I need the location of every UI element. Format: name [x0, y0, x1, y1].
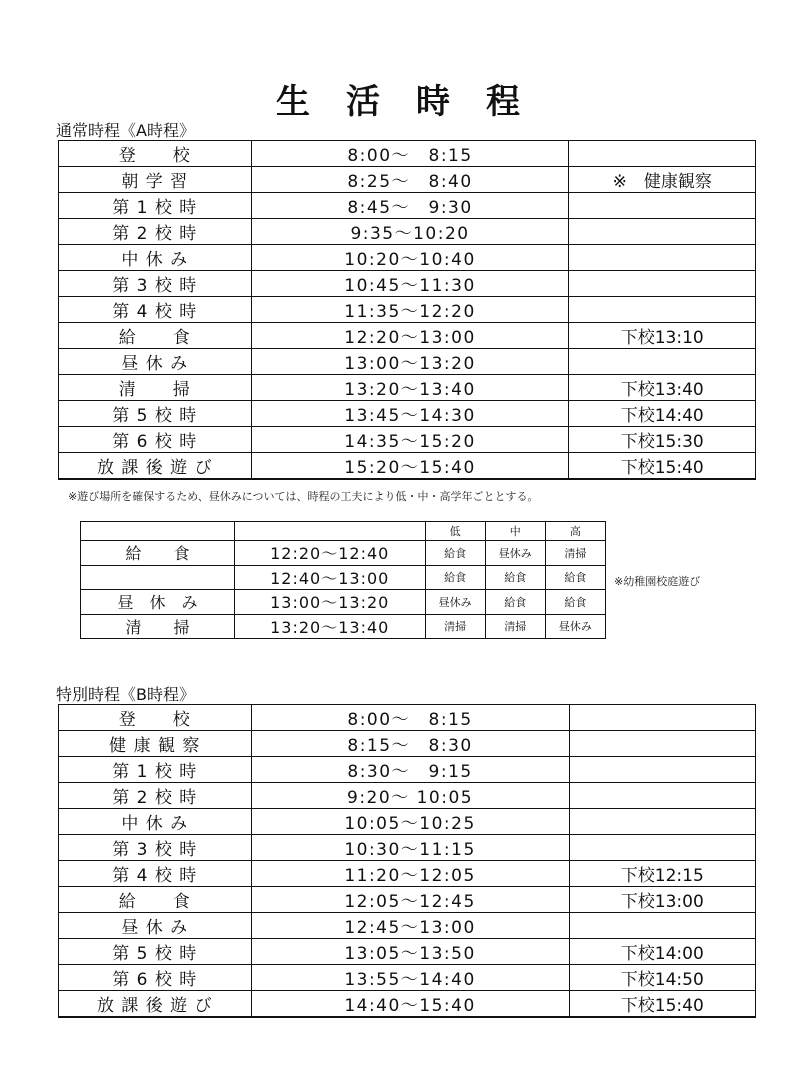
header-mid: 中	[485, 522, 545, 541]
schedule-period-name: 第 3 校 時	[59, 271, 252, 297]
schedule-row	[59, 427, 756, 453]
schedule-time: 11:35〜12:20	[251, 297, 569, 323]
lunch-row-high: 昼休み	[545, 614, 605, 639]
header-blank	[234, 522, 425, 541]
schedule-time: 13:20〜13:40	[251, 375, 569, 401]
schedule-period-name: 第 5 校 時	[59, 939, 252, 965]
a-schedule-table	[58, 140, 756, 480]
schedule-note	[569, 809, 755, 835]
schedule-row	[59, 783, 756, 809]
schedule-time: 13:55〜14:40	[251, 965, 569, 991]
schedule-note: 下校14:40	[569, 401, 756, 427]
header-blank	[81, 522, 235, 541]
lunch-row-time: 12:40〜13:00	[234, 565, 425, 590]
schedule-time: 10:20〜10:40	[251, 245, 569, 271]
lunch-row-high: 給食	[545, 565, 605, 590]
lunch-row-time: 13:00〜13:20	[234, 590, 425, 615]
schedule-row	[59, 835, 756, 861]
schedule-row	[59, 349, 756, 375]
lunch-row-time: 12:20〜12:40	[234, 541, 425, 566]
schedule-note	[569, 141, 756, 167]
schedule-note: 下校13:00	[569, 887, 755, 913]
lunch-row	[81, 590, 606, 615]
schedule-row	[59, 219, 756, 245]
schedule-note	[569, 835, 755, 861]
schedule-time: 9:20〜 10:05	[251, 783, 569, 809]
schedule-period-name: 昼 休 み	[59, 913, 252, 939]
schedule-time: 12:45〜13:00	[251, 913, 569, 939]
schedule-row	[59, 193, 756, 219]
schedule-time: 10:05〜10:25	[251, 809, 569, 835]
schedule-time: 9:35〜10:20	[251, 219, 569, 245]
schedule-row	[59, 913, 756, 939]
schedule-period-name: 登 校	[59, 141, 252, 167]
schedule-note: 下校12:15	[569, 861, 755, 887]
title-char: 程	[486, 82, 524, 122]
schedule-note	[569, 297, 756, 323]
schedule-time: 8:00〜 8:15	[251, 705, 569, 731]
lunch-row-name: 昼 休 み	[81, 590, 235, 615]
lunch-header-row	[81, 522, 606, 541]
schedule-time: 13:05〜13:50	[251, 939, 569, 965]
schedule-period-name: 第 1 校 時	[59, 193, 252, 219]
schedule-row	[59, 939, 756, 965]
schedule-note: ※ 健康観察	[569, 167, 756, 193]
lunch-row-time: 13:20〜13:40	[234, 614, 425, 639]
schedule-time: 8:15〜 8:30	[251, 731, 569, 757]
schedule-period-name: 中 休 み	[59, 245, 252, 271]
schedule-time: 8:00〜 8:15	[251, 141, 569, 167]
schedule-note	[569, 913, 755, 939]
lunch-row-mid: 清掃	[485, 614, 545, 639]
schedule-period-name: 清 掃	[59, 375, 252, 401]
header-low: 低	[425, 522, 485, 541]
title-char: 活	[346, 82, 384, 122]
schedule-note	[569, 731, 755, 757]
schedule-row	[59, 861, 756, 887]
schedule-period-name: 健 康 観 察	[59, 731, 252, 757]
schedule-time: 12:20〜13:00	[251, 323, 569, 349]
lunch-row-high: 給食	[545, 590, 605, 615]
lunch-rotation-table	[80, 521, 606, 639]
schedule-note	[569, 193, 756, 219]
schedule-period-name: 放 課 後 遊 び	[59, 991, 252, 1018]
title-char: 時	[416, 82, 454, 122]
schedule-note: 下校15:40	[569, 453, 756, 480]
schedule-time: 10:30〜11:15	[251, 835, 569, 861]
schedule-note	[569, 783, 755, 809]
schedule-row	[59, 375, 756, 401]
schedule-note	[569, 271, 756, 297]
schedule-note: 下校15:40	[569, 991, 755, 1018]
schedule-time: 15:20〜15:40	[251, 453, 569, 480]
schedule-row	[59, 245, 756, 271]
schedule-note	[569, 705, 755, 731]
schedule-row	[59, 731, 756, 757]
schedule-time: 8:30〜 9:15	[251, 757, 569, 783]
schedule-period-name: 第 6 校 時	[59, 427, 252, 453]
schedule-period-name: 放 課 後 遊 び	[59, 453, 252, 480]
lunch-row	[81, 614, 606, 639]
schedule-time: 11:20〜12:05	[251, 861, 569, 887]
schedule-time: 8:25〜 8:40	[251, 167, 569, 193]
schedule-note: 下校13:40	[569, 375, 756, 401]
lunch-row-low: 給食	[425, 565, 485, 590]
a-schedule-label: 通常時程《A時程》	[56, 121, 195, 140]
schedule-row	[59, 141, 756, 167]
page-title	[0, 74, 800, 120]
schedule-period-name: 第 3 校 時	[59, 835, 252, 861]
schedule-note	[569, 245, 756, 271]
b-schedule-label: 特別時程《B時程》	[56, 685, 195, 704]
lunch-row-name: 清 掃	[81, 614, 235, 639]
schedule-row	[59, 401, 756, 427]
lunch-row	[81, 565, 606, 590]
lunch-row-low: 昼休み	[425, 590, 485, 615]
schedule-period-name: 第 2 校 時	[59, 219, 252, 245]
schedule-period-name: 昼 休 み	[59, 349, 252, 375]
schedule-row	[59, 991, 756, 1018]
header-high: 高	[545, 522, 605, 541]
schedule-period-name: 給 食	[59, 887, 252, 913]
schedule-time: 8:45〜 9:30	[251, 193, 569, 219]
schedule-row	[59, 705, 756, 731]
schedule-row	[59, 167, 756, 193]
schedule-time: 12:05〜12:45	[251, 887, 569, 913]
schedule-row	[59, 297, 756, 323]
schedule-time: 13:00〜13:20	[251, 349, 569, 375]
schedule-row	[59, 323, 756, 349]
schedule-note: 下校13:10	[569, 323, 756, 349]
schedule-time: 14:40〜15:40	[251, 991, 569, 1018]
schedule-time: 14:35〜15:20	[251, 427, 569, 453]
schedule-period-name: 第 5 校 時	[59, 401, 252, 427]
title-char: 生	[276, 82, 314, 122]
b-schedule-table	[58, 704, 756, 1018]
kindergarten-note: ※幼稚園校庭遊び	[614, 575, 701, 588]
schedule-note	[569, 349, 756, 375]
schedule-time: 13:45〜14:30	[251, 401, 569, 427]
schedule-period-name: 朝 学 習	[59, 167, 252, 193]
schedule-row	[59, 453, 756, 480]
schedule-period-name: 給 食	[59, 323, 252, 349]
schedule-period-name: 第 4 校 時	[59, 297, 252, 323]
schedule-period-name: 第 2 校 時	[59, 783, 252, 809]
schedule-period-name: 第 6 校 時	[59, 965, 252, 991]
schedule-note: 下校15:30	[569, 427, 756, 453]
schedule-period-name: 第 4 校 時	[59, 861, 252, 887]
lunch-row-mid: 給食	[485, 565, 545, 590]
lunch-row-mid: 昼休み	[485, 541, 545, 566]
schedule-note	[569, 219, 756, 245]
schedule-row	[59, 965, 756, 991]
lunch-row-mid: 給食	[485, 590, 545, 615]
schedule-row	[59, 809, 756, 835]
lunch-row-low: 給食	[425, 541, 485, 566]
lunch-row	[81, 541, 606, 566]
lunch-note: ※遊び場所を確保するため、昼休みについては、時程の工夫により低・中・高学年ごととする。	[68, 490, 539, 503]
schedule-note	[569, 757, 755, 783]
schedule-note: 下校14:50	[569, 965, 755, 991]
lunch-row-name	[81, 565, 235, 590]
schedule-row	[59, 887, 756, 913]
schedule-note: 下校14:00	[569, 939, 755, 965]
schedule-period-name: 登 校	[59, 705, 252, 731]
schedule-period-name: 中 休 み	[59, 809, 252, 835]
schedule-time: 10:45〜11:30	[251, 271, 569, 297]
lunch-row-name: 給 食	[81, 541, 235, 566]
schedule-period-name: 第 1 校 時	[59, 757, 252, 783]
schedule-row	[59, 757, 756, 783]
lunch-row-low: 清掃	[425, 614, 485, 639]
lunch-row-high: 清掃	[545, 541, 605, 566]
schedule-row	[59, 271, 756, 297]
